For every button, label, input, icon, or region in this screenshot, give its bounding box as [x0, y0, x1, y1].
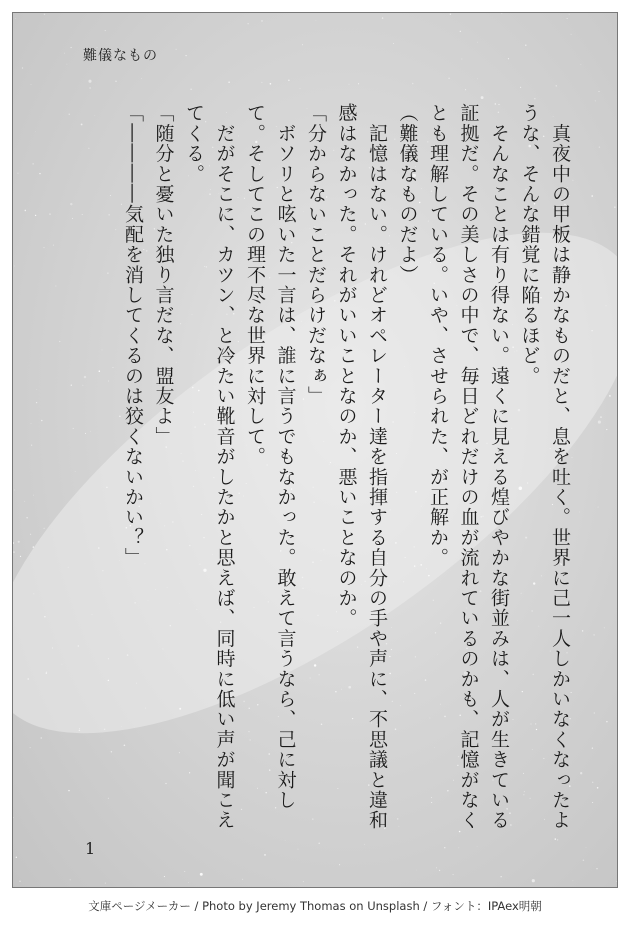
star-dot — [592, 330, 593, 331]
star-dot — [609, 395, 611, 397]
star-dot — [20, 556, 21, 557]
paragraph-2: そんなことは有り得ない。遠くに見える煌びやかな街並みは、人が生きている証拠だ。その美しさの中で、毎日どれだけの血が流れているのかも、記憶がなくとも理解している。いや、させられた、が正解か。 — [427, 103, 510, 831]
star-dot — [41, 420, 43, 422]
star-dot — [520, 87, 521, 88]
star-dot — [261, 20, 262, 21]
star-dot — [593, 634, 594, 635]
star-dot — [583, 860, 585, 862]
star-dot — [35, 131, 36, 132]
star-dot — [534, 98, 535, 99]
star-dot — [596, 868, 597, 869]
star-dot — [582, 630, 583, 631]
star-dot — [30, 534, 31, 535]
star-dot — [444, 847, 445, 848]
star-dot — [460, 31, 461, 32]
star-dot — [33, 593, 34, 594]
star-dot — [46, 671, 47, 672]
star-dot — [436, 868, 437, 869]
star-dot — [592, 802, 593, 803]
paragraph-3: （難儀なものだよ） — [396, 103, 419, 285]
star-dot — [14, 266, 15, 267]
star-dot — [26, 517, 27, 518]
star-dot — [188, 882, 189, 883]
star-dot — [453, 874, 454, 875]
paragraph-4: 記憶はない。けれどオペレーター達を指揮する自分の手や声に、不思議と違和感はなかった。それがいいことなのか、悪いことなのか。 — [335, 103, 388, 831]
star-dot — [567, 18, 568, 19]
star-dot — [604, 628, 605, 629]
star-dot — [592, 782, 593, 783]
star-dot — [35, 215, 36, 216]
star-dot — [72, 218, 73, 219]
star-dot — [477, 78, 478, 79]
star-dot — [358, 83, 359, 84]
star-dot — [525, 45, 526, 46]
page-number: 1 — [85, 839, 96, 858]
credit-line: 文庫ページメーカー / Photo by Jeremy Thomas on Unsplash / フォント：IPAex明朝 — [88, 899, 542, 913]
paragraph-5: 「分からないことだらけだなぁ」 — [305, 103, 327, 406]
star-dot — [302, 44, 303, 45]
star-dot — [18, 541, 20, 543]
star-dot — [481, 96, 484, 99]
paragraph-6: ボソリと呟いた一言は、誰に言うでもなかった。敢えて言うなら、己に対して。そしてこの理不尽な世界に対して。 — [244, 103, 297, 810]
star-dot — [67, 64, 68, 65]
star-dot — [586, 847, 587, 848]
star-dot — [70, 203, 72, 205]
star-dot — [598, 91, 599, 92]
star-dot — [616, 881, 617, 882]
star-dot — [300, 88, 301, 89]
star-dot — [339, 864, 340, 865]
star-dot — [200, 873, 203, 876]
star-dot — [382, 17, 383, 18]
star-dot — [185, 55, 186, 56]
star-dot — [33, 546, 34, 547]
star-dot — [393, 43, 394, 44]
star-dot — [70, 47, 71, 48]
star-dot — [19, 881, 20, 882]
star-dot — [228, 81, 229, 82]
star-dot — [13, 551, 14, 552]
star-dot — [508, 58, 509, 59]
star-dot — [36, 402, 37, 403]
star-dot — [37, 389, 38, 390]
star-dot — [28, 678, 29, 679]
star-dot — [580, 772, 582, 774]
star-dot — [141, 78, 142, 79]
vertical-body-text — [75, 103, 575, 833]
star-dot — [164, 876, 165, 877]
star-dot — [248, 23, 249, 24]
star-dot — [458, 847, 459, 848]
star-dot — [597, 787, 599, 789]
paragraph-9: 「――――気配を消してくるのは狡くないかい？」 — [122, 103, 144, 568]
star-dot — [532, 879, 535, 882]
star-dot — [73, 428, 74, 429]
star-dot — [64, 53, 65, 54]
star-dot — [579, 512, 580, 513]
star-dot — [461, 59, 462, 60]
star-dot — [30, 747, 31, 748]
paragraph-7: だがそこに、カツン、と冷たい靴音がしたかと思えば、同時に低い声が聞こえてくる。 — [183, 103, 236, 831]
star-dot — [501, 13, 502, 14]
star-dot — [71, 384, 72, 385]
star-dot — [55, 285, 56, 286]
star-dot — [316, 20, 317, 21]
star-dot — [89, 87, 90, 88]
star-dot — [44, 616, 45, 617]
star-dot — [595, 100, 596, 101]
star-dot — [22, 67, 23, 68]
star-dot — [557, 839, 558, 840]
star-dot — [288, 80, 289, 81]
star-dot — [32, 163, 33, 164]
star-dot — [556, 85, 557, 86]
paragraph-1: 真夜中の甲板は静かなものだと、息を吐く。世界に己一人しかいなくなったような、そんな錯覚に陥るほど。 — [518, 103, 571, 831]
star-dot — [416, 870, 417, 871]
star-dot — [69, 114, 70, 115]
star-dot — [115, 81, 116, 82]
star-dot — [285, 840, 286, 841]
star-dot — [52, 647, 53, 648]
star-dot — [477, 42, 478, 43]
star-dot — [46, 673, 47, 674]
star-dot — [33, 495, 34, 496]
star-dot — [569, 14, 570, 15]
star-dot — [318, 843, 320, 845]
star-dot — [44, 528, 45, 529]
star-dot — [573, 880, 574, 881]
star-dot — [49, 213, 51, 215]
star-dot — [297, 849, 298, 850]
star-dot — [591, 195, 593, 197]
star-dot — [349, 84, 350, 85]
star-dot — [68, 790, 69, 791]
star-dot — [44, 14, 45, 15]
star-dot — [465, 89, 466, 90]
star-dot — [25, 210, 27, 212]
star-dot — [62, 664, 63, 665]
star-dot — [364, 844, 365, 845]
star-dot — [555, 838, 556, 839]
star-dot — [39, 173, 40, 174]
star-dot — [412, 83, 414, 85]
star-dot — [571, 34, 572, 35]
star-dot — [242, 879, 243, 880]
star-dot — [606, 721, 608, 723]
star-dot — [70, 879, 71, 880]
star-dot — [614, 206, 615, 207]
star-dot — [15, 18, 16, 19]
star-dot — [53, 245, 54, 246]
star-dot — [16, 857, 17, 858]
star-dot — [264, 854, 266, 856]
star-dot — [606, 429, 607, 430]
star-dot — [600, 416, 601, 417]
star-dot — [24, 501, 25, 502]
star-dot — [31, 423, 32, 424]
paragraph-8: 「随分と憂いた独り言だな、盟友よ」 — [152, 103, 175, 447]
star-dot — [184, 871, 185, 872]
star-dot — [448, 78, 450, 80]
star-dot — [581, 64, 582, 65]
star-dot — [190, 89, 191, 90]
star-dot — [592, 747, 593, 748]
star-dot — [14, 490, 15, 491]
star-dot — [501, 876, 502, 877]
star-dot — [594, 712, 595, 713]
star-dot — [176, 49, 177, 50]
star-dot — [261, 82, 262, 83]
star-dot — [59, 341, 60, 342]
star-dot — [105, 883, 106, 884]
star-dot — [605, 305, 606, 306]
star-dot — [17, 173, 18, 174]
star-dot — [105, 30, 106, 31]
star-dot — [303, 881, 304, 882]
star-dot — [270, 83, 272, 85]
star-dot — [68, 567, 69, 568]
star-dot — [598, 421, 601, 424]
star-dot — [439, 870, 440, 871]
book-page — [12, 12, 618, 888]
star-dot — [88, 80, 91, 83]
star-dot — [41, 737, 42, 738]
star-dot — [13, 542, 14, 544]
star-dot — [450, 14, 451, 15]
running-title: 難儀なもの — [83, 48, 158, 64]
star-dot — [31, 445, 32, 446]
star-dot — [31, 84, 32, 85]
star-dot — [599, 146, 600, 147]
star-dot — [43, 247, 44, 248]
star-dot — [477, 846, 478, 847]
star-dot — [598, 507, 599, 508]
